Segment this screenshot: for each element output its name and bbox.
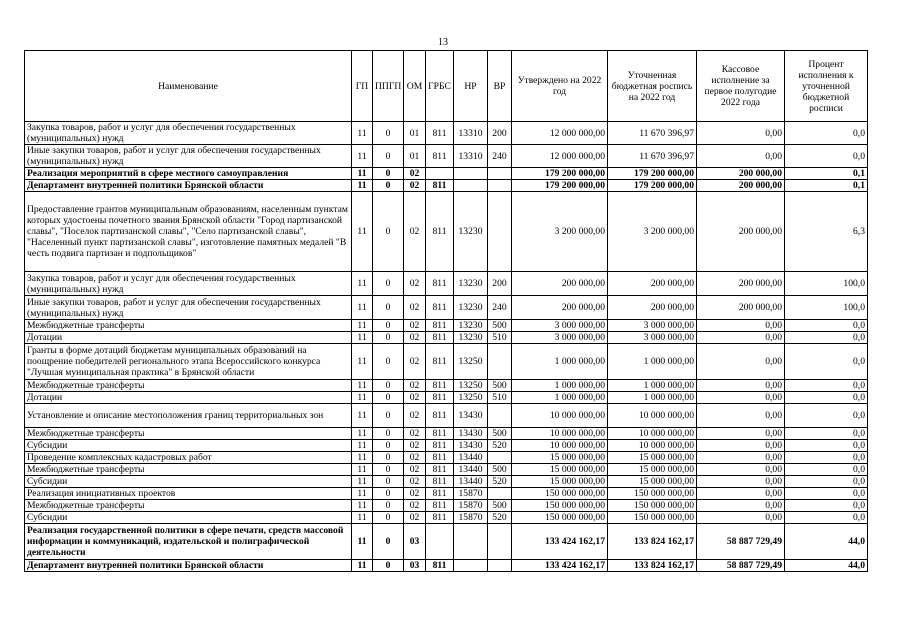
cell-grbs [426,524,454,560]
cell-ppgp: 0 [373,440,404,452]
cell-approved: 133 424 162,17 [512,560,608,572]
cell-refined: 3 000 000,00 [608,320,697,332]
cell-percent: 0,0 [785,476,868,488]
cell-vr: 510 [488,392,512,404]
cell-refined: 150 000 000,00 [608,488,697,500]
cell-percent: 0,1 [785,168,868,180]
cell-approved: 150 000 000,00 [512,512,608,524]
table-row [25,404,868,428]
cell-percent: 0,0 [785,332,868,344]
cell-grbs: 811 [426,392,454,404]
cell-refined: 1 000 000,00 [608,380,697,392]
cell-percent: 44,0 [785,560,868,572]
cell-refined: 15 000 000,00 [608,464,697,476]
cell-name: Межбюджетные трансферты [25,464,352,476]
cell-np: 15870 [454,488,488,500]
cell-approved: 12 000 000,00 [512,145,608,168]
cell-grbs: 811 [426,404,454,428]
cell-vr: 500 [488,320,512,332]
cell-name: Департамент внутренней политики Брянской области [25,180,352,192]
cell-gp: 11 [352,404,373,428]
cell-ppgp: 0 [373,488,404,500]
cell-np: 13430 [454,428,488,440]
cell-approved: 1 000 000,00 [512,344,608,380]
cell-ppgp: 0 [373,560,404,572]
cell-approved: 133 424 162,17 [512,524,608,560]
cell-refined: 11 670 396,97 [608,122,697,145]
cell-approved: 150 000 000,00 [512,500,608,512]
cell-ppgp: 0 [373,428,404,440]
cell-grbs: 811 [426,192,454,272]
cell-percent: 0,0 [785,320,868,332]
cell-refined: 179 200 000,00 [608,180,697,192]
cell-gp: 11 [352,452,373,464]
cell-np: 13440 [454,464,488,476]
cell-name: Субсидии [25,476,352,488]
cell-name: Реализация мероприятий в сфере местного самоуправления [25,168,352,180]
cell-grbs: 811 [426,440,454,452]
table-row [25,428,868,440]
cell-ppgp: 0 [373,524,404,560]
cell-ppgp: 0 [373,180,404,192]
cell-grbs [426,168,454,180]
cell-cash: 0,00 [697,464,785,476]
cell-np: 13230 [454,332,488,344]
cell-om: 02 [404,296,426,320]
cell-refined: 133 824 162,17 [608,560,697,572]
page-number: 13 [438,37,448,48]
cell-refined: 10 000 000,00 [608,428,697,440]
cell-grbs: 811 [426,296,454,320]
cell-om: 02 [404,452,426,464]
cell-refined: 1 000 000,00 [608,344,697,380]
cell-cash: 0,00 [697,145,785,168]
cell-refined: 1 000 000,00 [608,392,697,404]
cell-gp: 11 [352,168,373,180]
cell-grbs: 811 [426,452,454,464]
cell-grbs: 811 [426,344,454,380]
cell-gp: 11 [352,428,373,440]
cell-percent: 0,0 [785,464,868,476]
cell-np [454,180,488,192]
cell-refined: 10 000 000,00 [608,404,697,428]
cell-om: 01 [404,145,426,168]
cell-approved: 150 000 000,00 [512,488,608,500]
cell-vr [488,168,512,180]
budget-table [24,50,868,572]
header-approved: Утверждено на 2022 год [512,51,608,122]
cell-np: 13230 [454,192,488,272]
cell-name: Субсидии [25,440,352,452]
table-row [25,192,868,272]
cell-grbs: 811 [426,560,454,572]
cell-approved: 1 000 000,00 [512,380,608,392]
cell-np [454,524,488,560]
cell-cash: 200 000,00 [697,296,785,320]
table-row [25,272,868,296]
cell-ppgp: 0 [373,512,404,524]
cell-np: 13230 [454,296,488,320]
cell-gp: 11 [352,180,373,192]
cell-approved: 1 000 000,00 [512,392,608,404]
cell-refined: 10 000 000,00 [608,440,697,452]
cell-approved: 200 000,00 [512,272,608,296]
cell-name: Проведение комплексных кадастровых работ [25,452,352,464]
header-np: НР [454,51,488,122]
cell-name: Межбюджетные трансферты [25,320,352,332]
table-row [25,560,868,572]
cell-approved: 3 000 000,00 [512,332,608,344]
cell-np: 13310 [454,122,488,145]
cell-approved: 12 000 000,00 [512,122,608,145]
cell-ppgp: 0 [373,404,404,428]
cell-cash: 200 000,00 [697,180,785,192]
cell-name: Закупка товаров, работ и услуг для обеспечения государственных (муниципальных) нужд [25,122,352,145]
cell-cash: 58 887 729,49 [697,560,785,572]
cell-om: 02 [404,272,426,296]
table-body [25,122,868,572]
cell-cash: 0,00 [697,440,785,452]
cell-np: 13250 [454,392,488,404]
cell-grbs: 811 [426,476,454,488]
cell-vr [488,180,512,192]
cell-vr: 520 [488,476,512,488]
cell-name: Закупка товаров, работ и услуг для обеспечения государственных (муниципальных) нужд [25,272,352,296]
cell-percent: 6,3 [785,192,868,272]
cell-ppgp: 0 [373,476,404,488]
cell-om: 02 [404,464,426,476]
cell-cash: 0,00 [697,512,785,524]
cell-gp: 11 [352,440,373,452]
cell-om: 03 [404,524,426,560]
cell-refined: 200 000,00 [608,296,697,320]
cell-ppgp: 0 [373,500,404,512]
cell-percent: 0,0 [785,488,868,500]
cell-gp: 11 [352,380,373,392]
cell-approved: 3 000 000,00 [512,320,608,332]
cell-cash: 0,00 [697,488,785,500]
cell-cash: 0,00 [697,122,785,145]
cell-cash: 58 887 729,49 [697,524,785,560]
cell-refined: 11 670 396,97 [608,145,697,168]
cell-gp: 11 [352,145,373,168]
table-row [25,320,868,332]
header-om: ОМ [404,51,426,122]
cell-refined: 179 200 000,00 [608,168,697,180]
table-row [25,476,868,488]
header-name: Наименование [25,51,352,122]
cell-name: Иные закупки товаров, работ и услуг для обеспечения государственных (муниципальных) нужд [25,296,352,320]
cell-om: 02 [404,192,426,272]
header-refined: Уточненная бюджетная роспись на 2022 год [608,51,697,122]
cell-grbs: 811 [426,428,454,440]
cell-np [454,560,488,572]
cell-om: 02 [404,380,426,392]
cell-percent: 0,0 [785,428,868,440]
cell-percent: 0,0 [785,392,868,404]
cell-cash: 0,00 [697,476,785,488]
cell-ppgp: 0 [373,320,404,332]
cell-vr: 240 [488,296,512,320]
cell-percent: 100,0 [785,272,868,296]
cell-cash: 0,00 [697,320,785,332]
cell-cash: 200 000,00 [697,272,785,296]
table-row [25,464,868,476]
cell-grbs: 811 [426,145,454,168]
cell-vr: 200 [488,272,512,296]
cell-gp: 11 [352,464,373,476]
cell-vr: 500 [488,500,512,512]
cell-cash: 200 000,00 [697,168,785,180]
cell-np [454,168,488,180]
cell-cash: 0,00 [697,344,785,380]
header-grbs: ГРБС [426,51,454,122]
cell-np: 13230 [454,272,488,296]
cell-name: Межбюджетные трансферты [25,500,352,512]
cell-refined: 150 000 000,00 [608,512,697,524]
cell-approved: 15 000 000,00 [512,464,608,476]
cell-vr: 500 [488,464,512,476]
cell-approved: 15 000 000,00 [512,452,608,464]
cell-np: 13250 [454,380,488,392]
cell-vr [488,560,512,572]
cell-name: Гранты в форме дотаций бюджетам муниципальных образований на поощрение победителей регионального этапа Всероссийского конкурса "Лучшая муниципальная практика" в Брянской области [25,344,352,380]
cell-vr [488,192,512,272]
table-row [25,180,868,192]
cell-grbs: 811 [426,464,454,476]
cell-percent: 0,0 [785,122,868,145]
cell-vr: 200 [488,122,512,145]
table-row [25,500,868,512]
cell-vr: 500 [488,428,512,440]
table-row [25,344,868,380]
cell-refined: 15 000 000,00 [608,476,697,488]
cell-vr [488,488,512,500]
cell-grbs: 811 [426,332,454,344]
cell-percent: 44,0 [785,524,868,560]
cell-ppgp: 0 [373,332,404,344]
cell-approved: 10 000 000,00 [512,440,608,452]
table-row [25,488,868,500]
cell-cash: 0,00 [697,452,785,464]
table-row [25,122,868,145]
cell-np: 13250 [454,344,488,380]
cell-approved: 15 000 000,00 [512,476,608,488]
table-row [25,296,868,320]
cell-name: Дотации [25,392,352,404]
cell-ppgp: 0 [373,296,404,320]
cell-ppgp: 0 [373,272,404,296]
cell-cash: 0,00 [697,380,785,392]
cell-ppgp: 0 [373,452,404,464]
cell-om: 02 [404,168,426,180]
cell-vr: 240 [488,145,512,168]
cell-gp: 11 [352,272,373,296]
cell-approved: 3 200 000,00 [512,192,608,272]
table-row [25,168,868,180]
cell-gp: 11 [352,332,373,344]
cell-vr: 500 [488,380,512,392]
cell-percent: 0,0 [785,500,868,512]
cell-percent: 0,0 [785,440,868,452]
cell-grbs: 811 [426,488,454,500]
cell-ppgp: 0 [373,145,404,168]
table-row [25,332,868,344]
cell-ppgp: 0 [373,168,404,180]
cell-ppgp: 0 [373,464,404,476]
cell-percent: 0,0 [785,344,868,380]
cell-refined: 200 000,00 [608,272,697,296]
cell-approved: 10 000 000,00 [512,404,608,428]
cell-cash: 200 000,00 [697,192,785,272]
cell-percent: 0,1 [785,180,868,192]
cell-om: 02 [404,320,426,332]
cell-grbs: 811 [426,380,454,392]
cell-om: 02 [404,476,426,488]
cell-cash: 0,00 [697,500,785,512]
cell-refined: 3 200 000,00 [608,192,697,272]
cell-gp: 11 [352,122,373,145]
cell-ppgp: 0 [373,380,404,392]
table-row [25,380,868,392]
cell-grbs: 811 [426,512,454,524]
cell-om: 02 [404,440,426,452]
cell-gp: 11 [352,392,373,404]
cell-cash: 0,00 [697,332,785,344]
cell-om: 03 [404,560,426,572]
cell-refined: 15 000 000,00 [608,452,697,464]
cell-name: Реализация государственной политики в сфере печати, средств массовой информации и коммуникаций, издательской и полиграфической деятельности [25,524,352,560]
cell-om: 02 [404,344,426,380]
cell-percent: 0,0 [785,452,868,464]
cell-om: 02 [404,500,426,512]
cell-om: 01 [404,122,426,145]
table-row [25,452,868,464]
cell-vr [488,524,512,560]
cell-percent: 0,0 [785,145,868,168]
cell-vr [488,404,512,428]
cell-grbs: 811 [426,320,454,332]
cell-np: 13440 [454,476,488,488]
cell-cash: 0,00 [697,392,785,404]
cell-percent: 100,0 [785,296,868,320]
cell-np: 13430 [454,440,488,452]
header-gp: ГП [352,51,373,122]
table-row [25,524,868,560]
cell-np: 15870 [454,500,488,512]
cell-om: 02 [404,332,426,344]
cell-name: Дотации [25,332,352,344]
cell-gp: 11 [352,524,373,560]
table-row [25,512,868,524]
cell-cash: 0,00 [697,404,785,428]
cell-ppgp: 0 [373,392,404,404]
cell-gp: 11 [352,512,373,524]
cell-gp: 11 [352,344,373,380]
cell-om: 02 [404,180,426,192]
cell-np: 13230 [454,320,488,332]
cell-om: 02 [404,488,426,500]
cell-vr [488,452,512,464]
cell-np: 13310 [454,145,488,168]
cell-grbs: 811 [426,500,454,512]
cell-approved: 10 000 000,00 [512,428,608,440]
cell-grbs: 811 [426,180,454,192]
cell-ppgp: 0 [373,192,404,272]
cell-om: 02 [404,404,426,428]
cell-vr: 510 [488,332,512,344]
cell-percent: 0,0 [785,380,868,392]
table-row [25,145,868,168]
table-row [25,392,868,404]
cell-ppgp: 0 [373,122,404,145]
header-cash: Кассовое исполнение за первое полугодие 2022 года [697,51,785,122]
cell-name: Установление и описание местоположения границ территориальных зон [25,404,352,428]
cell-refined: 133 824 162,17 [608,524,697,560]
cell-name: Иные закупки товаров, работ и услуг для обеспечения государственных (муниципальных) нужд [25,145,352,168]
cell-gp: 11 [352,488,373,500]
cell-approved: 179 200 000,00 [512,180,608,192]
cell-refined: 150 000 000,00 [608,500,697,512]
cell-name: Реализация инициативных проектов [25,488,352,500]
cell-gp: 11 [352,500,373,512]
cell-grbs: 811 [426,272,454,296]
cell-approved: 179 200 000,00 [512,168,608,180]
cell-grbs: 811 [426,122,454,145]
cell-approved: 200 000,00 [512,296,608,320]
cell-gp: 11 [352,296,373,320]
cell-gp: 11 [352,192,373,272]
cell-name: Межбюджетные трансферты [25,428,352,440]
cell-vr: 520 [488,512,512,524]
header-ppgp: ППГП [373,51,404,122]
cell-ppgp: 0 [373,344,404,380]
cell-name: Межбюджетные трансферты [25,380,352,392]
cell-gp: 11 [352,476,373,488]
cell-refined: 3 000 000,00 [608,332,697,344]
cell-name: Субсидии [25,512,352,524]
cell-np: 15870 [454,512,488,524]
cell-np: 13440 [454,452,488,464]
cell-om: 02 [404,428,426,440]
table-row [25,440,868,452]
cell-np: 13430 [454,404,488,428]
header-row [25,51,868,122]
header-percent: Процент исполнения к уточненной бюджетной росписи [785,51,868,122]
cell-percent: 0,0 [785,404,868,428]
cell-cash: 0,00 [697,428,785,440]
cell-vr [488,344,512,380]
header-vr: ВР [488,51,512,122]
cell-percent: 0,0 [785,512,868,524]
cell-name: Департамент внутренней политики Брянской области [25,560,352,572]
cell-name: Предоставление грантов муниципальным образованиям, населенным пунктам которых удостоены почетного звания Брянской области "Город партизанской славы", "Поселок партизанской славы", "Село партизанской славы", "Населенный пункт партизанской славы", изготовление памятных медалей "В честь подвига партизан и подпольщиков" [25,192,352,272]
cell-gp: 11 [352,560,373,572]
cell-vr: 520 [488,440,512,452]
cell-gp: 11 [352,320,373,332]
cell-om: 02 [404,512,426,524]
cell-om: 02 [404,392,426,404]
